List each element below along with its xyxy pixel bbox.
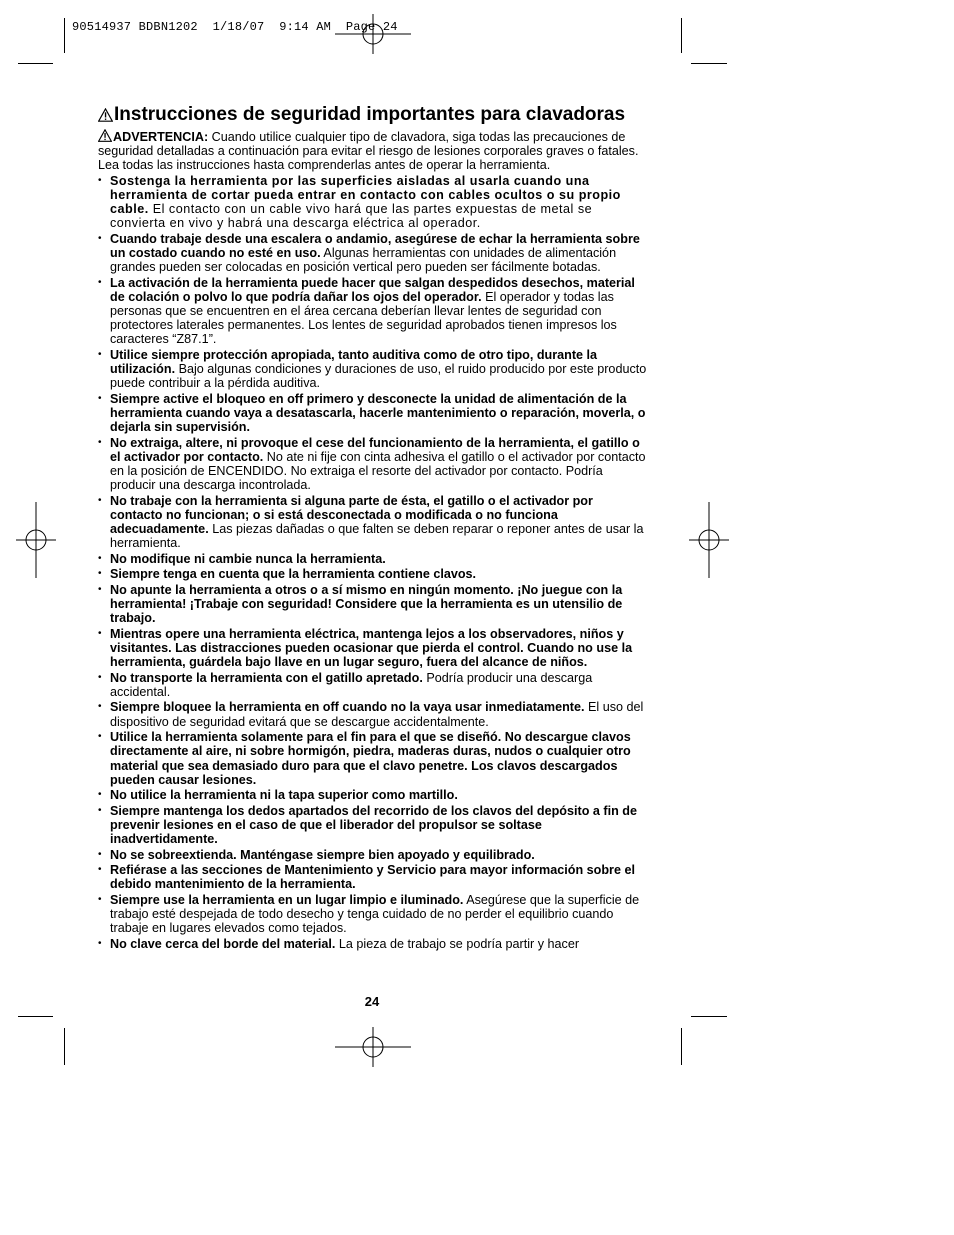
crop-mark-bottom-right-v	[681, 1028, 682, 1065]
list-item: • Refiérase a las secciones de Mantenimiento y Servicio para mayor información sobre el debido mantenimiento de la herramienta.	[98, 863, 635, 892]
list-item: • Cuando trabaje desde una escalera o andamio, asegúrese de echar la herramienta sobre un costado cuando no esté en uso. Algunas herramientas con unidades de alimentación grandes pueden ser colocadas en posición vertical pero pueden ser fácilmente botadas.	[98, 231, 640, 275]
page-title-text: Instrucciones de seguridad importantes para clavadoras	[114, 104, 626, 125]
crop-mark-top-right-h	[691, 63, 727, 64]
registration-mark-icon	[335, 14, 411, 54]
page-title	[98, 104, 648, 126]
registration-mark-icon	[689, 502, 729, 578]
bullet-icon: •	[98, 937, 102, 949]
warning-intro	[98, 129, 648, 173]
bullet-icon: •	[98, 864, 102, 876]
list-item: • No modifique ni cambie nunca la herramienta.	[98, 551, 386, 566]
bullet-icon: •	[98, 568, 102, 580]
list-item: • Utilice siempre protección apropiada, tanto auditiva como de otro tipo, durante la utilización. Bajo algunas condiciones y duraciones de uso, el ruido producido por este producto puede contribuir a la pérdida auditiva.	[98, 347, 647, 391]
bullet-icon: •	[98, 494, 102, 506]
warning-triangle-icon	[98, 108, 113, 122]
bullet-icon: •	[98, 701, 102, 713]
warning-triangle-icon	[98, 129, 112, 142]
bullet-icon: •	[98, 789, 102, 801]
list-item: • No extraiga, altere, ni provoque el cese del funcionamiento de la herramienta, el gatillo o el activador por contacto. No ate ni fije con cinta adhesiva el gatillo o el activador por contacto en la posición de ENCENDIDO. No extraiga el resorte del activador por contacto. Podría producir una descarga incontrolada.	[98, 435, 646, 493]
bullet-icon: •	[98, 893, 102, 905]
list-item: • Utilice la herramienta solamente para el fin para el que se diseñó. No descargue clavos directamente al aire, ni sobre hormigón, piedra, maderas duras, nudos o cualquier otro material que sea demasiado duro para que el clavo penetre. Los clavos descargados pueden causar lesiones.	[98, 730, 631, 787]
bullet-icon: •	[98, 583, 102, 595]
list-item: • No se sobreextienda. Manténgase siempre bien apoyado y equilibrado.	[98, 847, 535, 862]
list-item: • Siempre use la herramienta en un lugar limpio e iluminado. Asegúrese que la superficie de trabajo esté despejada de todo desecho y tenga cuidado de no perder el equilibrio cuando trabaje en lugares elevados como tejados.	[98, 892, 640, 936]
list-item: • Siempre active el bloqueo en off primero y desconecte la unidad de alimentación de la herramienta cuando vaya a desatascarla, hacerle mantenimiento o reparación, moverla, o dejarla sin supervisión.	[98, 391, 646, 435]
list-item: • No apunte la herramienta a otros o a sí mismo en ningún momento. ¡No juegue con la herramienta! ¡Trabaje con seguridad! Considere que la herramienta es un utensilio de trabajo.	[98, 582, 623, 626]
list-item: • La activación de la herramienta puede hacer que salgan despedidos desechos, material de colación o polvo lo que podría dañar los ojos del operador. El operador y todas las personas que se encuentren en el área cercana deberían llevar lentes de seguridad con protectores laterales permanentes. Los lentes de seguridad aprobados tienen impresos los caracteres “Z87.1”.	[98, 275, 635, 347]
warning-text: Cuando utilice cualquier tipo de clavadora, siga todas las precauciones de seguridad detalladas a continuación para evitar el riesgo de lesiones corporales graves o fatales. Lea todas las instrucciones hasta comprenderlas antes de operar la herramienta.	[98, 130, 639, 173]
bullet-icon: •	[98, 392, 102, 404]
bullet-icon: •	[98, 804, 102, 816]
crop-mark-top-left-h	[18, 63, 53, 64]
crop-mark-top-right-v	[681, 18, 682, 53]
printer-slug-line: 90514937 BDBN1202 1/18/07 9:14 AM Page 24	[72, 20, 398, 34]
bullet-icon: •	[98, 731, 102, 743]
bullet-icon: •	[98, 174, 102, 186]
crop-mark-bottom-right-h	[691, 1016, 727, 1017]
bullet-icon: •	[98, 848, 102, 860]
registration-mark-icon	[16, 502, 56, 578]
list-item: • Mientras opere una herramienta eléctrica, mantenga lejos a los observadores, niños y visitantes. Las distracciones pueden ocasionar que pierda el control. Cuando no use la herramienta, guárdela bajo llave en un lugar seguro, fuera del alcance de niños.	[98, 626, 633, 670]
list-item: • Sostenga la herramienta por las superficies aisladas al usarla cuando una herramienta de cortar pueda entrar en contacto con cables ocultos o su propio cable. El contacto con un cable vivo hará que las partes expuestas de metal se convierta en vivo y habrá una descarga eléctrica al operador.	[98, 173, 621, 231]
bullet-icon: •	[98, 436, 102, 448]
list-item: • No utilice la herramienta ni la tapa superior como martillo.	[98, 788, 458, 803]
crop-mark-top-left-v	[64, 18, 65, 53]
list-item: • Siempre bloquee la herramienta en off cuando no la vaya usar inmediatamente. El uso del dispositivo de seguridad evitará que se descargue accidentalmente.	[98, 700, 644, 729]
registration-mark-icon	[335, 1027, 411, 1067]
page-content	[98, 104, 648, 952]
crop-mark-bottom-left-v	[64, 1028, 65, 1065]
crop-mark-bottom-left-h	[18, 1016, 53, 1017]
bullet-icon: •	[98, 552, 102, 564]
list-item: • Siempre mantenga los dedos apartados del recorrido de los clavos del depósito a fin de prevenir lesiones en el caso de que el liberador del propulsor se soltase inadvertidamente.	[98, 803, 637, 847]
bullet-icon: •	[98, 276, 102, 288]
list-item: • No trabaje con la herramienta si alguna parte de ésta, el gatillo o el activador por contacto no funcionan; o si está desconectada o modificada o no funciona adecuadamente. Las piezas dañadas o que falten se deben reparar o reponer antes de usar la herramienta.	[98, 493, 644, 551]
list-item: • No clave cerca del borde del material. La pieza de trabajo se podría partir y hacer	[98, 936, 580, 951]
warning-label: ADVERTENCIA:	[113, 130, 209, 144]
list-item: • Siempre tenga en cuenta que la herramienta contiene clavos.	[98, 567, 477, 582]
bullet-icon: •	[98, 627, 102, 639]
bullet-icon: •	[98, 671, 102, 683]
list-item: • No transporte la herramienta con el gatillo apretado. Podría producir una descarga accidental.	[98, 670, 593, 699]
bullet-icon: •	[98, 348, 102, 360]
bullet-icon: •	[98, 232, 102, 244]
page-number: 24	[364, 994, 380, 1009]
safety-rules-list	[98, 174, 648, 951]
